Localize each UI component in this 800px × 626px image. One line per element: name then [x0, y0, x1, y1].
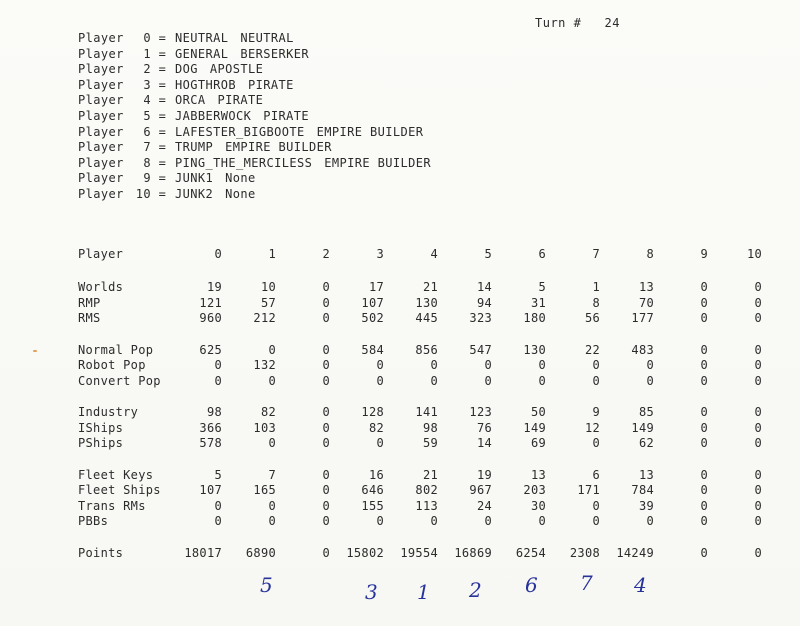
- player-row: [78, 140, 431, 156]
- stat-label: Points: [78, 545, 124, 560]
- stats-header-row: [78, 246, 762, 264]
- stat-value: 0: [646, 373, 654, 388]
- stat-label: Industry: [78, 405, 139, 419]
- stat-value: 0: [322, 498, 330, 513]
- stat-value: 82: [368, 420, 384, 435]
- player-column-header: 10: [746, 247, 762, 262]
- stat-row: [78, 280, 762, 296]
- stat-value: 59: [422, 436, 438, 450]
- stat-value: 0: [754, 545, 762, 560]
- stat-value: 0: [700, 498, 708, 513]
- player-label: Player: [78, 108, 124, 123]
- equals-sign: =: [151, 108, 174, 123]
- stat-row: [78, 436, 762, 452]
- stat-label: RMS: [78, 311, 101, 325]
- player-name: TRUMP: [175, 140, 214, 155]
- stat-label: Normal Pop: [78, 342, 154, 357]
- stat-value: 98: [422, 420, 438, 435]
- stat-value: 76: [476, 420, 492, 435]
- stat-value: 802: [415, 483, 438, 497]
- player-label: Player: [78, 186, 124, 201]
- stat-value: 547: [469, 342, 492, 357]
- stat-value: 0: [376, 358, 384, 372]
- player-name: DOG: [175, 62, 198, 77]
- stat-value: 50: [530, 405, 546, 419]
- stat-value: 0: [430, 358, 438, 372]
- stat-row: [78, 374, 762, 390]
- stat-value: 30: [530, 498, 546, 513]
- player-column-header: 8: [646, 247, 654, 262]
- player-type: EMPIRE BUILDER: [225, 140, 332, 155]
- player-column-header: 4: [430, 247, 438, 262]
- stat-value: 0: [700, 342, 708, 357]
- stat-value: 123: [469, 405, 492, 419]
- stat-value: 1: [592, 280, 600, 294]
- stat-value: 0: [592, 436, 600, 450]
- equals-sign: =: [151, 93, 174, 108]
- stat-value: 0: [700, 483, 708, 497]
- player-index: 6: [143, 124, 151, 139]
- stat-value: 323: [469, 311, 492, 325]
- stat-value: 70: [638, 295, 654, 310]
- player-row: [78, 125, 431, 141]
- stat-value: 0: [592, 358, 600, 372]
- player-type: EMPIRE BUILDER: [324, 155, 431, 170]
- player-type: PIRATE: [248, 77, 294, 92]
- player-name: GENERAL: [175, 46, 229, 61]
- stat-value: 445: [415, 311, 438, 325]
- equals-sign: =: [151, 62, 174, 77]
- stat-value: 13: [638, 280, 654, 294]
- stat-value: 6: [592, 467, 600, 482]
- stat-value: 0: [322, 483, 330, 497]
- player-row: [78, 78, 431, 94]
- stat-value: 19554: [400, 545, 438, 560]
- player-column-header: 1: [268, 247, 276, 262]
- group-spacer: [78, 389, 762, 405]
- stat-label: RMP: [78, 295, 101, 310]
- stat-row: [78, 311, 762, 327]
- stat-value: 0: [700, 420, 708, 435]
- stat-value: 0: [268, 498, 276, 513]
- player-label: Player: [78, 77, 124, 92]
- stat-value: 960: [199, 311, 222, 325]
- player-column-header: 0: [214, 247, 222, 262]
- equals-sign: =: [151, 124, 174, 139]
- stat-value: 0: [214, 373, 222, 388]
- stat-value: 0: [700, 311, 708, 325]
- stat-row: [78, 405, 762, 421]
- stat-value: 15802: [346, 545, 384, 560]
- player-type: PIRATE: [263, 108, 309, 123]
- stat-value: 5: [214, 467, 222, 482]
- stat-value: 82: [260, 405, 276, 419]
- stat-value: 0: [322, 358, 330, 372]
- stat-value: 0: [322, 280, 330, 294]
- stat-value: 0: [322, 373, 330, 388]
- player-label: Player: [78, 171, 124, 186]
- player-column-header: 6: [538, 247, 546, 262]
- player-index: 5: [143, 108, 151, 123]
- stat-value: 0: [322, 514, 330, 528]
- stat-value: 21: [422, 280, 438, 294]
- handwritten-rank: 3: [365, 580, 378, 604]
- stat-value: 784: [631, 483, 654, 497]
- player-index: 7: [143, 140, 151, 155]
- stat-value: 16869: [454, 545, 492, 560]
- stat-value: 0: [754, 405, 762, 419]
- stat-value: 0: [322, 545, 330, 560]
- equals-sign: =: [151, 77, 174, 92]
- player-row: [78, 156, 431, 172]
- stat-value: 0: [700, 514, 708, 528]
- stat-value: 107: [199, 483, 222, 497]
- player-type: APOSTLE: [209, 62, 264, 77]
- handwritten-rank: 5: [260, 573, 273, 597]
- stat-value: 149: [631, 420, 654, 435]
- stat-value: 6890: [245, 545, 276, 560]
- stat-value: 0: [646, 514, 654, 528]
- stat-value: 0: [592, 514, 600, 528]
- equals-sign: =: [151, 31, 174, 45]
- player-column-header: 5: [484, 247, 492, 262]
- player-index: 2: [143, 62, 151, 77]
- stat-value: 0: [754, 420, 762, 435]
- stat-value: 0: [754, 342, 762, 357]
- group-spacer: [78, 452, 762, 468]
- stat-value: 13: [638, 467, 654, 482]
- stat-value: 5: [538, 280, 546, 294]
- stat-value: 0: [322, 467, 330, 482]
- stat-value: 483: [631, 342, 654, 357]
- stat-value: 0: [268, 436, 276, 450]
- stat-value: 14: [476, 280, 492, 294]
- stat-value: 149: [523, 420, 546, 435]
- stat-label: IShips: [78, 420, 124, 435]
- stat-value: 0: [700, 436, 708, 450]
- stat-value: 0: [538, 373, 546, 388]
- stat-value: 502: [361, 311, 384, 325]
- player-name: LAFESTER_BIGBOOTE: [175, 124, 305, 139]
- player-type: EMPIRE BUILDER: [316, 124, 424, 139]
- stat-value: 7: [268, 467, 276, 482]
- stat-label: Worlds: [78, 280, 124, 294]
- stat-row: [78, 546, 762, 562]
- stat-value: 584: [361, 342, 384, 357]
- player-index: 4: [143, 93, 151, 108]
- stat-value: 14: [476, 436, 492, 450]
- stat-value: 0: [430, 373, 438, 388]
- stat-value: 6254: [515, 545, 546, 560]
- player-index: 0: [143, 31, 151, 45]
- stat-value: 19: [206, 280, 222, 294]
- player-row: [78, 31, 431, 47]
- player-name: JABBERWOCK: [175, 108, 252, 123]
- stat-value: 0: [700, 545, 708, 560]
- player-label: Player: [78, 124, 124, 139]
- stat-value: 0: [214, 358, 222, 372]
- stat-value: 9: [592, 405, 600, 419]
- turn-indicator: [535, 16, 620, 30]
- handwritten-rank: 4: [634, 573, 647, 597]
- stat-row: [78, 296, 762, 312]
- stat-value: 85: [638, 405, 654, 419]
- stat-value: 130: [415, 295, 438, 310]
- player-index: 1: [143, 46, 151, 61]
- stat-value: 0: [376, 514, 384, 528]
- handwritten-rank: 7: [580, 571, 593, 595]
- stat-value: 0: [754, 373, 762, 388]
- stat-value: 8: [592, 295, 600, 310]
- equals-sign: =: [151, 46, 174, 61]
- stat-value: 0: [538, 358, 546, 372]
- stat-value: 177: [631, 311, 654, 325]
- stat-value: 62: [638, 436, 654, 450]
- stat-value: 0: [754, 483, 762, 497]
- stat-value: 856: [415, 342, 438, 357]
- player-label: Player: [78, 155, 124, 170]
- stat-value: 0: [322, 405, 330, 419]
- stat-value: 2308: [569, 545, 600, 560]
- stat-value: 646: [361, 483, 384, 497]
- stat-value: 0: [646, 358, 654, 372]
- handwritten-rank: 1: [417, 580, 430, 604]
- stat-value: 12: [584, 420, 600, 435]
- stat-value: 24: [476, 498, 492, 513]
- stat-value: 967: [469, 483, 492, 497]
- turn-number: 24: [604, 16, 620, 30]
- stat-value: 0: [484, 358, 492, 372]
- stat-value: 0: [322, 295, 330, 310]
- stats-header-label: Player: [78, 247, 124, 262]
- player-label: Player: [78, 31, 124, 45]
- group-spacer: [78, 327, 762, 343]
- player-index: 9: [143, 171, 151, 186]
- stat-value: 0: [754, 295, 762, 310]
- stat-value: 39: [638, 498, 654, 513]
- stat-value: 0: [754, 280, 762, 294]
- stat-value: 155: [361, 498, 384, 513]
- stat-row: [78, 421, 762, 437]
- stat-row: [78, 358, 762, 374]
- stat-value: 0: [214, 514, 222, 528]
- stat-value: 141: [415, 405, 438, 419]
- stat-row: [78, 514, 762, 530]
- stat-value: 0: [322, 420, 330, 435]
- player-type: PIRATE: [217, 93, 264, 108]
- stat-value: 0: [376, 436, 384, 450]
- stat-value: 121: [199, 295, 222, 310]
- handwritten-rank: 6: [525, 573, 538, 597]
- stat-value: 98: [206, 405, 222, 419]
- stat-label: Trans RMs: [78, 498, 146, 513]
- stat-value: 10: [260, 280, 276, 294]
- player-label: Player: [78, 140, 124, 155]
- stat-value: 69: [530, 436, 546, 450]
- player-roster: [78, 31, 431, 203]
- stat-value: 578: [199, 436, 222, 450]
- player-name: JUNK1: [175, 171, 214, 186]
- stat-value: 0: [754, 358, 762, 372]
- stat-value: 180: [523, 311, 546, 325]
- equals-sign: =: [151, 186, 174, 201]
- player-name: HOGTHROB: [175, 77, 236, 92]
- player-row: [78, 62, 431, 78]
- stat-value: 128: [361, 405, 384, 419]
- player-label: Player: [78, 46, 124, 61]
- player-label: Player: [78, 93, 124, 108]
- player-name: NEUTRAL: [175, 31, 229, 45]
- stat-value: 0: [700, 467, 708, 482]
- stat-value: 0: [700, 405, 708, 419]
- player-index: 8: [143, 155, 151, 170]
- player-type: None: [225, 186, 256, 201]
- player-column-header: 9: [700, 247, 708, 262]
- stat-value: 22: [584, 342, 600, 357]
- stat-value: 107: [361, 295, 384, 310]
- player-name: JUNK2: [175, 186, 214, 201]
- stat-row: [78, 499, 762, 515]
- stat-value: 212: [253, 311, 276, 325]
- player-index: 3: [143, 77, 151, 92]
- stat-label: Fleet Keys: [78, 467, 154, 482]
- group-spacer: [78, 530, 762, 546]
- stat-value: 13: [530, 467, 546, 482]
- player-row: [78, 171, 431, 187]
- stat-value: 113: [415, 498, 438, 513]
- stat-value: 0: [538, 514, 546, 528]
- stat-value: 0: [754, 436, 762, 450]
- stat-value: 0: [754, 311, 762, 325]
- stat-value: 0: [430, 514, 438, 528]
- stat-label: PShips: [78, 436, 124, 450]
- player-name: ORCA: [175, 93, 206, 108]
- stat-value: 0: [322, 436, 330, 450]
- stat-value: 94: [476, 295, 492, 310]
- stat-value: 14249: [616, 545, 654, 560]
- stat-value: 203: [523, 483, 546, 497]
- handwritten-rank: 2: [469, 578, 482, 602]
- stat-row: [78, 468, 762, 484]
- stat-label: Convert Pop: [78, 373, 161, 388]
- stat-value: 57: [260, 295, 276, 310]
- player-type: NEUTRAL: [240, 31, 294, 45]
- player-column-header: 3: [376, 247, 384, 262]
- stat-value: 16: [368, 467, 384, 482]
- player-row: [78, 187, 431, 203]
- stat-value: 0: [700, 280, 708, 294]
- stat-value: 0: [592, 498, 600, 513]
- stat-value: 17: [368, 280, 384, 294]
- player-label: Player: [78, 62, 124, 77]
- stat-value: 0: [268, 373, 276, 388]
- stat-value: 132: [253, 358, 276, 372]
- stat-value: 0: [700, 358, 708, 372]
- stat-value: 0: [322, 342, 330, 357]
- stat-value: 0: [754, 467, 762, 482]
- stat-value: 0: [322, 311, 330, 325]
- equals-sign: =: [151, 171, 174, 186]
- equals-sign: =: [151, 140, 174, 155]
- stat-value: 366: [199, 420, 222, 435]
- stat-value: 103: [253, 420, 276, 435]
- stat-value: 0: [484, 373, 492, 388]
- stat-value: 0: [268, 514, 276, 528]
- stat-value: 0: [592, 373, 600, 388]
- stat-value: 0: [268, 342, 276, 357]
- stat-value: 171: [577, 483, 600, 497]
- player-type: BERSERKER: [240, 46, 309, 61]
- stat-row: [78, 483, 762, 499]
- stat-value: 31: [530, 295, 546, 310]
- stat-label: PBBs: [78, 514, 109, 528]
- group-spacer: [78, 264, 762, 280]
- player-name: PING_THE_MERCILESS: [175, 155, 313, 170]
- stat-value: 0: [214, 498, 222, 513]
- equals-sign: =: [151, 155, 174, 170]
- stat-value: 56: [584, 311, 600, 325]
- player-column-header: 2: [322, 247, 330, 262]
- stat-row: [78, 343, 762, 359]
- stat-value: 0: [700, 295, 708, 310]
- paper-speck: [33, 350, 37, 352]
- player-row: [78, 109, 431, 125]
- stat-value: 0: [754, 498, 762, 513]
- player-column-header: 7: [592, 247, 600, 262]
- stat-value: 18017: [184, 545, 222, 560]
- stat-value: 130: [523, 342, 546, 357]
- stat-value: 625: [199, 342, 222, 357]
- stat-value: 21: [422, 467, 438, 482]
- stat-label: Fleet Ships: [78, 483, 161, 497]
- stat-value: 0: [484, 514, 492, 528]
- stat-value: 19: [476, 467, 492, 482]
- player-type: None: [225, 171, 256, 186]
- stat-label: Robot Pop: [78, 358, 146, 372]
- stat-value: 0: [700, 373, 708, 388]
- player-stats-table: [78, 246, 762, 561]
- player-row: [78, 47, 431, 63]
- player-index: 10: [135, 186, 151, 201]
- turn-label: Turn #: [535, 16, 582, 30]
- stat-value: 165: [253, 483, 276, 497]
- stat-value: 0: [754, 514, 762, 528]
- stat-value: 0: [376, 373, 384, 388]
- player-row: [78, 93, 431, 109]
